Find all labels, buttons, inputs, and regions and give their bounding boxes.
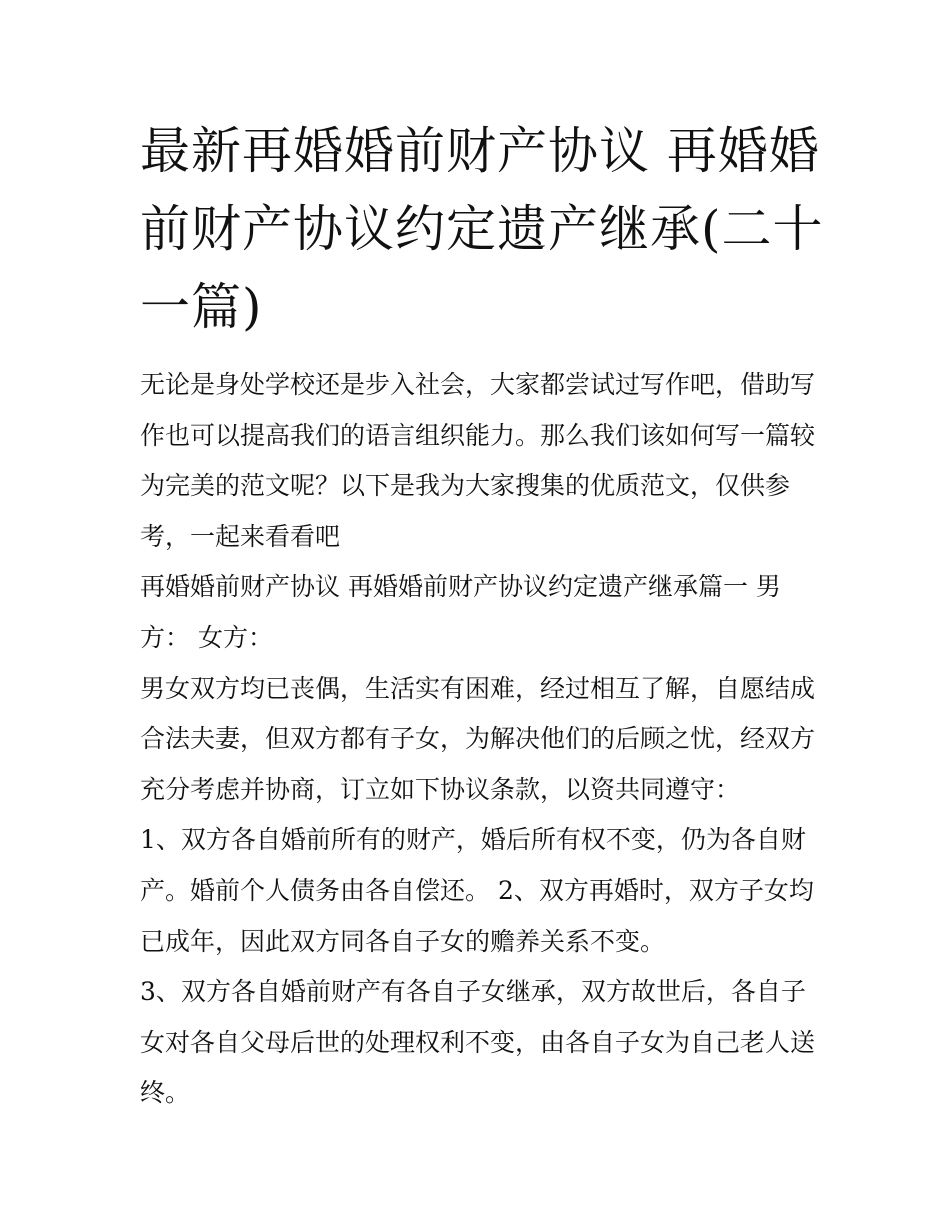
text-line: 3、双方各自婚前财产有各自子女继承，双方故世后，各自子 — [140, 977, 806, 1007]
text-line: 终。 — [140, 1078, 191, 1108]
paragraph — [140, 967, 820, 1119]
document-body — [140, 360, 820, 1119]
text-line: 考，一起来看看吧 — [140, 521, 341, 551]
text-line: 男女双方均已丧偶，生活实有困难，经过相互了解，自愿结成 — [140, 673, 816, 703]
text-line: 再婚婚前财产协议 再婚婚前财产协议约定遗产继承篇一 男 — [140, 572, 781, 602]
paragraph — [140, 360, 820, 562]
paragraph — [140, 562, 820, 663]
text-line: 已成年，因此双方同各自子女的赡养关系不变。 — [140, 926, 666, 956]
text-line: 产。婚前个人债务由各自偿还。 2、双方再婚时，双方子女均 — [140, 875, 814, 905]
title-line: 最新再婚婚前财产协议 再婚婚 — [140, 122, 820, 180]
text-line: 女对各自父母后世的处理权利不变，由各自子女为自己老人送 — [140, 1027, 816, 1057]
text-line: 作也可以提高我们的语言组织能力。那么我们该如何写一篇较 — [140, 420, 816, 450]
title-line: 一篇) — [140, 278, 263, 336]
document-page — [140, 112, 824, 1119]
text-line: 合法夫妻，但双方都有子女，为解决他们的后顾之忧，经双方 — [140, 724, 816, 754]
document-title — [140, 112, 824, 346]
paragraph — [140, 815, 820, 967]
text-line: 无论是身处学校还是步入社会，大家都尝试过写作吧，借助写 — [140, 370, 816, 399]
text-line: 方： 女方： — [140, 622, 273, 652]
text-line: 充分考虑并协商，订立如下协议条款，以资共同遵守： — [140, 774, 741, 804]
title-line: 前财产协议约定遗产继承(二十 — [140, 200, 824, 258]
paragraph — [140, 664, 820, 816]
text-line: 为完美的范文呢？以下是我为大家搜集的优质范文，仅供参 — [140, 471, 791, 501]
text-line: 1、双方各自婚前所有的财产，婚后所有权不变，仍为各自财 — [140, 825, 806, 855]
